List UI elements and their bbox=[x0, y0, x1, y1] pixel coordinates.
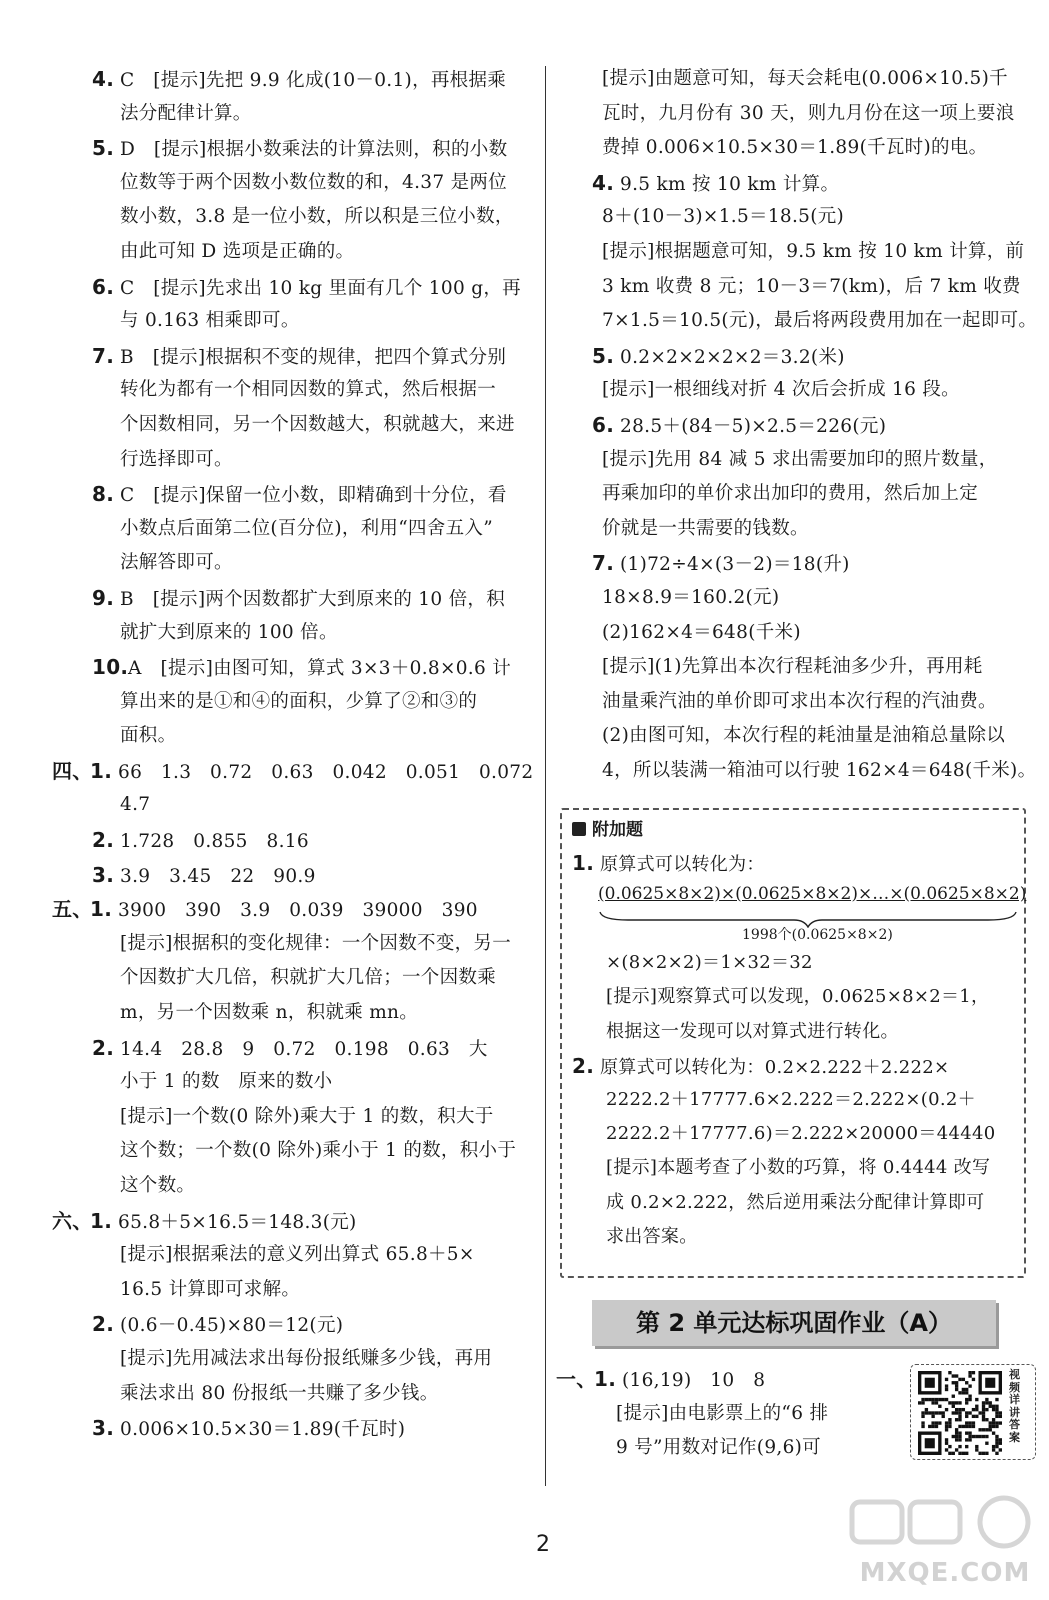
bonus-q1-hint: [提示]观察算式可以发现，0.0625×8×2＝1， bbox=[606, 986, 990, 1008]
answer-line bbox=[52, 754, 540, 789]
answer-text: C [提示]先把 9.9 化成(10－0.1)，再根据乘 bbox=[120, 70, 507, 91]
question-number: 8. bbox=[92, 482, 115, 507]
answer-line bbox=[58, 546, 540, 581]
bonus-title-icon bbox=[572, 822, 586, 836]
answer-text: 瓦时，九月份有 30 天，则九月份在这一项上要浪 bbox=[602, 102, 1015, 124]
answer-text: 0.2×2×2×2×2＝3.2(米) bbox=[620, 346, 845, 368]
answer-line bbox=[568, 270, 1038, 305]
answer-text: D [提示]根据小数乘法的计算法则，积的小数 bbox=[120, 139, 508, 161]
answer-text: 再乘加印的单价求出加印的费用，然后加上定 bbox=[602, 483, 979, 505]
answer-line bbox=[568, 166, 1038, 201]
bonus-q1-result: ×(8×2×2)＝1×32＝32 bbox=[606, 952, 813, 974]
answer-text: [提示]由题意可知，每天会耗电(0.006×10.5)千 bbox=[602, 68, 1008, 89]
brace-expression-top: (0.0625×8×2)×(0.0625×8×2)×…×(0.0625×8×2) bbox=[598, 884, 1027, 905]
answer-line bbox=[58, 858, 540, 893]
answer-line bbox=[52, 892, 540, 927]
answer-text: (0.6－0.45)×80＝12(元) bbox=[120, 1315, 344, 1337]
answer-line bbox=[568, 235, 1038, 270]
answer-text: 66 1.3 0.72 0.63 0.042 0.051 0.072 bbox=[118, 761, 534, 783]
answer-text: [提示]一个数(0 除外)乘大于 1 的数，积大于 bbox=[120, 1105, 494, 1127]
answer-line bbox=[568, 408, 1038, 443]
answer-text: 小于 1 的数 原来的数小 bbox=[120, 1071, 333, 1093]
question-number: 7. bbox=[592, 551, 615, 576]
answer-text: m，另一个因数乘 n，积就乘 mn。 bbox=[120, 1002, 419, 1024]
unit-question: 一、1. (16,19) 10 8 bbox=[556, 1367, 766, 1391]
answer-text: 65.8＋5×16.5＝148.3(元) bbox=[118, 1211, 357, 1233]
answer-text: [提示]一根细线对折 4 次后会折成 16 段。 bbox=[602, 379, 960, 401]
answer-line bbox=[58, 512, 540, 547]
answer-line bbox=[568, 339, 1038, 374]
answer-text: (2)由图可知，本次行程的耗油量是油箱总量除以 bbox=[602, 725, 1006, 747]
answer-line bbox=[58, 1411, 540, 1446]
question-number: 3. bbox=[92, 862, 115, 887]
answer-line bbox=[58, 1377, 540, 1412]
answer-line bbox=[58, 996, 540, 1031]
answer-line bbox=[568, 304, 1038, 339]
question-number: 1. bbox=[90, 897, 113, 922]
answer-line bbox=[568, 685, 1038, 720]
answer-line bbox=[568, 546, 1038, 581]
bonus-q2-line: 2222.2＋17777.6)＝2.222×20000＝44440 bbox=[606, 1123, 996, 1145]
answer-text: [提示]根据乘法的意义列出算式 65.8＋5× bbox=[120, 1244, 475, 1266]
brace-expression-count: 1998个(0.0625×8×2) bbox=[742, 927, 893, 944]
question-number: 1. bbox=[90, 758, 113, 783]
question-number: 1. bbox=[90, 1208, 113, 1233]
answer-text: 3900 390 3.9 0.039 39000 390 bbox=[118, 900, 478, 922]
unit-hint: [提示]由电影票上的“6 排 bbox=[616, 1402, 829, 1424]
answer-text: B [提示]两个因数都扩大到原来的 10 倍，积 bbox=[120, 588, 506, 610]
question-number: 2. bbox=[92, 1035, 115, 1060]
unit-section bbox=[556, 1362, 906, 1466]
answer-text: C [提示]保留一位小数，即精确到十分位，看 bbox=[120, 485, 507, 507]
answer-text: 费掉 0.006×10.5×30＝1.89(千瓦时)的电。 bbox=[602, 137, 988, 159]
column-divider bbox=[545, 66, 546, 1486]
answer-text: 面积。 bbox=[120, 725, 177, 747]
answer-text: 个因数扩大几倍，积就扩大几倍；一个因数乘 bbox=[120, 967, 497, 989]
question-number: 6. bbox=[592, 412, 615, 437]
answer-line bbox=[568, 719, 1038, 754]
answer-line bbox=[568, 650, 1038, 685]
bonus-title: 附加题 bbox=[572, 814, 1014, 846]
answer-text: 这个数。 bbox=[120, 1175, 196, 1196]
answer-line bbox=[58, 304, 540, 339]
question-number: 9. bbox=[92, 585, 115, 610]
answer-line bbox=[58, 235, 540, 270]
answer-line bbox=[568, 443, 1038, 478]
answer-text: [提示]先用减法求出每份报纸赚多少钱，再用 bbox=[120, 1347, 493, 1369]
section-number: 五、 bbox=[52, 897, 93, 922]
answer-text: 由此可知 D 选项是正确的。 bbox=[120, 240, 355, 262]
bonus-q2: 2. 原算式可以转化为：0.2×2.222＋2.222× bbox=[572, 1053, 950, 1078]
question-number: 5. bbox=[592, 343, 615, 368]
question-number: 3. bbox=[92, 1416, 115, 1441]
right-column bbox=[568, 62, 1038, 788]
answer-line bbox=[58, 1342, 540, 1377]
qr-label: 视频详讲答案 bbox=[1009, 1368, 1020, 1444]
answer-text: 4.7 bbox=[120, 794, 151, 816]
answer-text: 位数等于两个因数小数位数的和，4.37 是两位 bbox=[120, 171, 507, 193]
answer-text: A [提示]由图可知，算式 3×3＋0.8×0.6 计 bbox=[128, 658, 512, 680]
answer-line bbox=[568, 581, 1038, 616]
answer-text: 转化为都有一个相同因数的算式，然后根据一 bbox=[120, 379, 497, 401]
question-number: 7. bbox=[92, 343, 115, 368]
answer-line bbox=[58, 339, 540, 374]
answer-line bbox=[58, 1065, 540, 1100]
bonus-section bbox=[560, 808, 1026, 1278]
question-number: 2. bbox=[92, 1312, 115, 1337]
answer-line bbox=[58, 443, 540, 478]
answer-line bbox=[58, 581, 540, 616]
answer-line bbox=[568, 131, 1038, 166]
answer-text: 28.5＋(84－5)×2.5＝226(元) bbox=[620, 415, 887, 437]
answer-line bbox=[568, 477, 1038, 512]
answer-text: 法解答即可。 bbox=[120, 552, 233, 574]
answer-line bbox=[58, 200, 540, 235]
unit-title-banner: 第 2 单元达标巩固作业（A） bbox=[592, 1300, 996, 1346]
answer-text: [提示]先用 84 减 5 求出需要加印的照片数量， bbox=[602, 448, 998, 470]
bonus-q2-line: 2222.2＋17777.6×2.222＝2.222×(0.2＋ bbox=[606, 1088, 976, 1110]
answer-line bbox=[58, 823, 540, 858]
question-number: 6. bbox=[92, 274, 115, 299]
question-number: 2. bbox=[92, 828, 115, 853]
answer-line bbox=[58, 1307, 540, 1342]
answer-text: 行选择即可。 bbox=[120, 448, 233, 470]
answer-text: 法分配律计算。 bbox=[120, 102, 252, 124]
answer-text: 7×1.5＝10.5(元)，最后将两段费用加在一起即可。 bbox=[602, 310, 1038, 332]
answer-text: 9.5 km 按 10 km 计算。 bbox=[620, 173, 840, 195]
answer-line bbox=[568, 754, 1038, 789]
answer-line bbox=[568, 62, 1038, 97]
answer-line bbox=[58, 477, 540, 512]
bonus-q2-hint: 成 0.2×2.222，然后逆用乘法分配律计算即可 bbox=[606, 1191, 985, 1213]
question-number: 4. bbox=[92, 67, 115, 91]
section-number: 四、 bbox=[52, 758, 93, 783]
watermark bbox=[838, 1488, 1048, 1592]
answer-line bbox=[58, 685, 540, 720]
answer-text: 14.4 28.8 9 0.72 0.198 0.63 大 bbox=[120, 1038, 488, 1060]
answer-line bbox=[58, 650, 540, 685]
video-answer-qr[interactable] bbox=[910, 1364, 1036, 1460]
answer-text: (2)162×4＝648(千米) bbox=[602, 621, 801, 643]
answer-text: 4，所以装满一箱油可以行驶 162×4＝648(千米)。 bbox=[602, 759, 1037, 781]
answer-line bbox=[568, 512, 1038, 547]
answer-text: 3 km 收费 8 元；10－3＝7(km)，后 7 km 收费 bbox=[602, 275, 1021, 297]
answer-line bbox=[58, 961, 540, 996]
answer-text: 个因数相同，另一个因数越大，积就越大，来进 bbox=[120, 413, 515, 435]
answer-line bbox=[568, 97, 1038, 132]
page-number: 2 bbox=[536, 1532, 550, 1557]
answer-text: 8＋(10－3)×1.5＝18.5(元) bbox=[602, 206, 845, 228]
answer-line bbox=[58, 1169, 540, 1204]
answer-line bbox=[568, 616, 1038, 651]
answer-line bbox=[58, 927, 540, 962]
answer-text: 数小数，3.8 是一位小数，所以积是三位小数， bbox=[120, 206, 514, 228]
answer-line bbox=[58, 616, 540, 651]
qr-code-icon bbox=[917, 1371, 1003, 1455]
answer-text: [提示]根据题意可知，9.5 km 按 10 km 计算，前 bbox=[602, 240, 1025, 262]
section-number: 六、 bbox=[52, 1208, 93, 1233]
answer-text: [提示](1)先算出本次行程耗油多少升，再用耗 bbox=[602, 656, 983, 678]
answer-text: 这个数；一个数(0 除外)乘小于 1 的数，积小于 bbox=[120, 1140, 517, 1162]
bonus-q1-hint: 根据这一发现可以对算式进行转化。 bbox=[606, 1020, 899, 1042]
answer-text: 小数点后面第二位(百分位)，利用“四舍五入” bbox=[120, 517, 493, 539]
answer-line bbox=[52, 1204, 540, 1239]
left-column bbox=[52, 62, 540, 1446]
answer-line bbox=[58, 166, 540, 201]
answer-line bbox=[568, 373, 1038, 408]
answer-text: 与 0.163 相乘即可。 bbox=[120, 310, 300, 332]
answer-line bbox=[568, 200, 1038, 235]
answer-text: C [提示]先求出 10 kg 里面有几个 100 g，再 bbox=[120, 277, 521, 299]
watermark-url: MXQE.COM bbox=[859, 1558, 1031, 1588]
answer-text: 16.5 计算即可求解。 bbox=[120, 1278, 301, 1300]
question-number: 4. bbox=[592, 170, 615, 195]
answer-line bbox=[58, 1134, 540, 1169]
answer-line bbox=[58, 1273, 540, 1308]
answer-text: 价就是一共需要的钱数。 bbox=[602, 517, 809, 539]
bonus-q2-hint: [提示]本题考查了小数的巧算，将 0.4444 改写 bbox=[606, 1157, 991, 1179]
answer-line bbox=[58, 719, 540, 754]
answer-text: B [提示]根据积不变的规律，把四个算式分别 bbox=[120, 346, 507, 368]
bonus-q2-hint: 求出答案。 bbox=[606, 1225, 698, 1247]
answer-text: (1)72÷4×(3－2)＝18(升) bbox=[620, 554, 850, 576]
answer-line bbox=[58, 373, 540, 408]
answer-line bbox=[58, 62, 540, 97]
bonus-q1-intro: 1. 原算式可以转化为： bbox=[572, 851, 765, 875]
answer-line bbox=[58, 788, 540, 823]
answer-text: 1.728 0.855 8.16 bbox=[120, 831, 309, 853]
answer-line bbox=[58, 408, 540, 443]
answer-text: 就扩大到原来的 100 倍。 bbox=[120, 621, 338, 643]
answer-line bbox=[58, 1100, 540, 1135]
answer-text: [提示]根据积的变化规律：一个因数不变，另一 bbox=[120, 932, 512, 954]
answer-text: 油量乘汽油的单价即可求出本次行程的汽油费。 bbox=[602, 690, 997, 712]
unit-hint: 9 号”用数对记作(9,6)可 bbox=[616, 1437, 821, 1459]
answer-line bbox=[58, 1031, 540, 1066]
answer-text: 算出来的是①和④的面积，少算了②和③的 bbox=[120, 690, 478, 712]
answer-text: 18×8.9＝160.2(元) bbox=[602, 586, 780, 608]
answer-text: 3.9 3.45 22 90.9 bbox=[120, 865, 316, 887]
bonus-q1-brace-expression bbox=[572, 880, 1027, 946]
answer-text: 乘法求出 80 份报纸一共赚了多少钱。 bbox=[120, 1382, 439, 1404]
answer-line bbox=[58, 1238, 540, 1273]
answer-text: 0.006×10.5×30＝1.89(千瓦时) bbox=[120, 1419, 406, 1441]
question-number: 5. bbox=[92, 136, 115, 161]
answer-line bbox=[58, 97, 540, 132]
answer-line bbox=[58, 131, 540, 166]
answer-line bbox=[58, 270, 540, 305]
question-number: 10. bbox=[92, 655, 129, 680]
